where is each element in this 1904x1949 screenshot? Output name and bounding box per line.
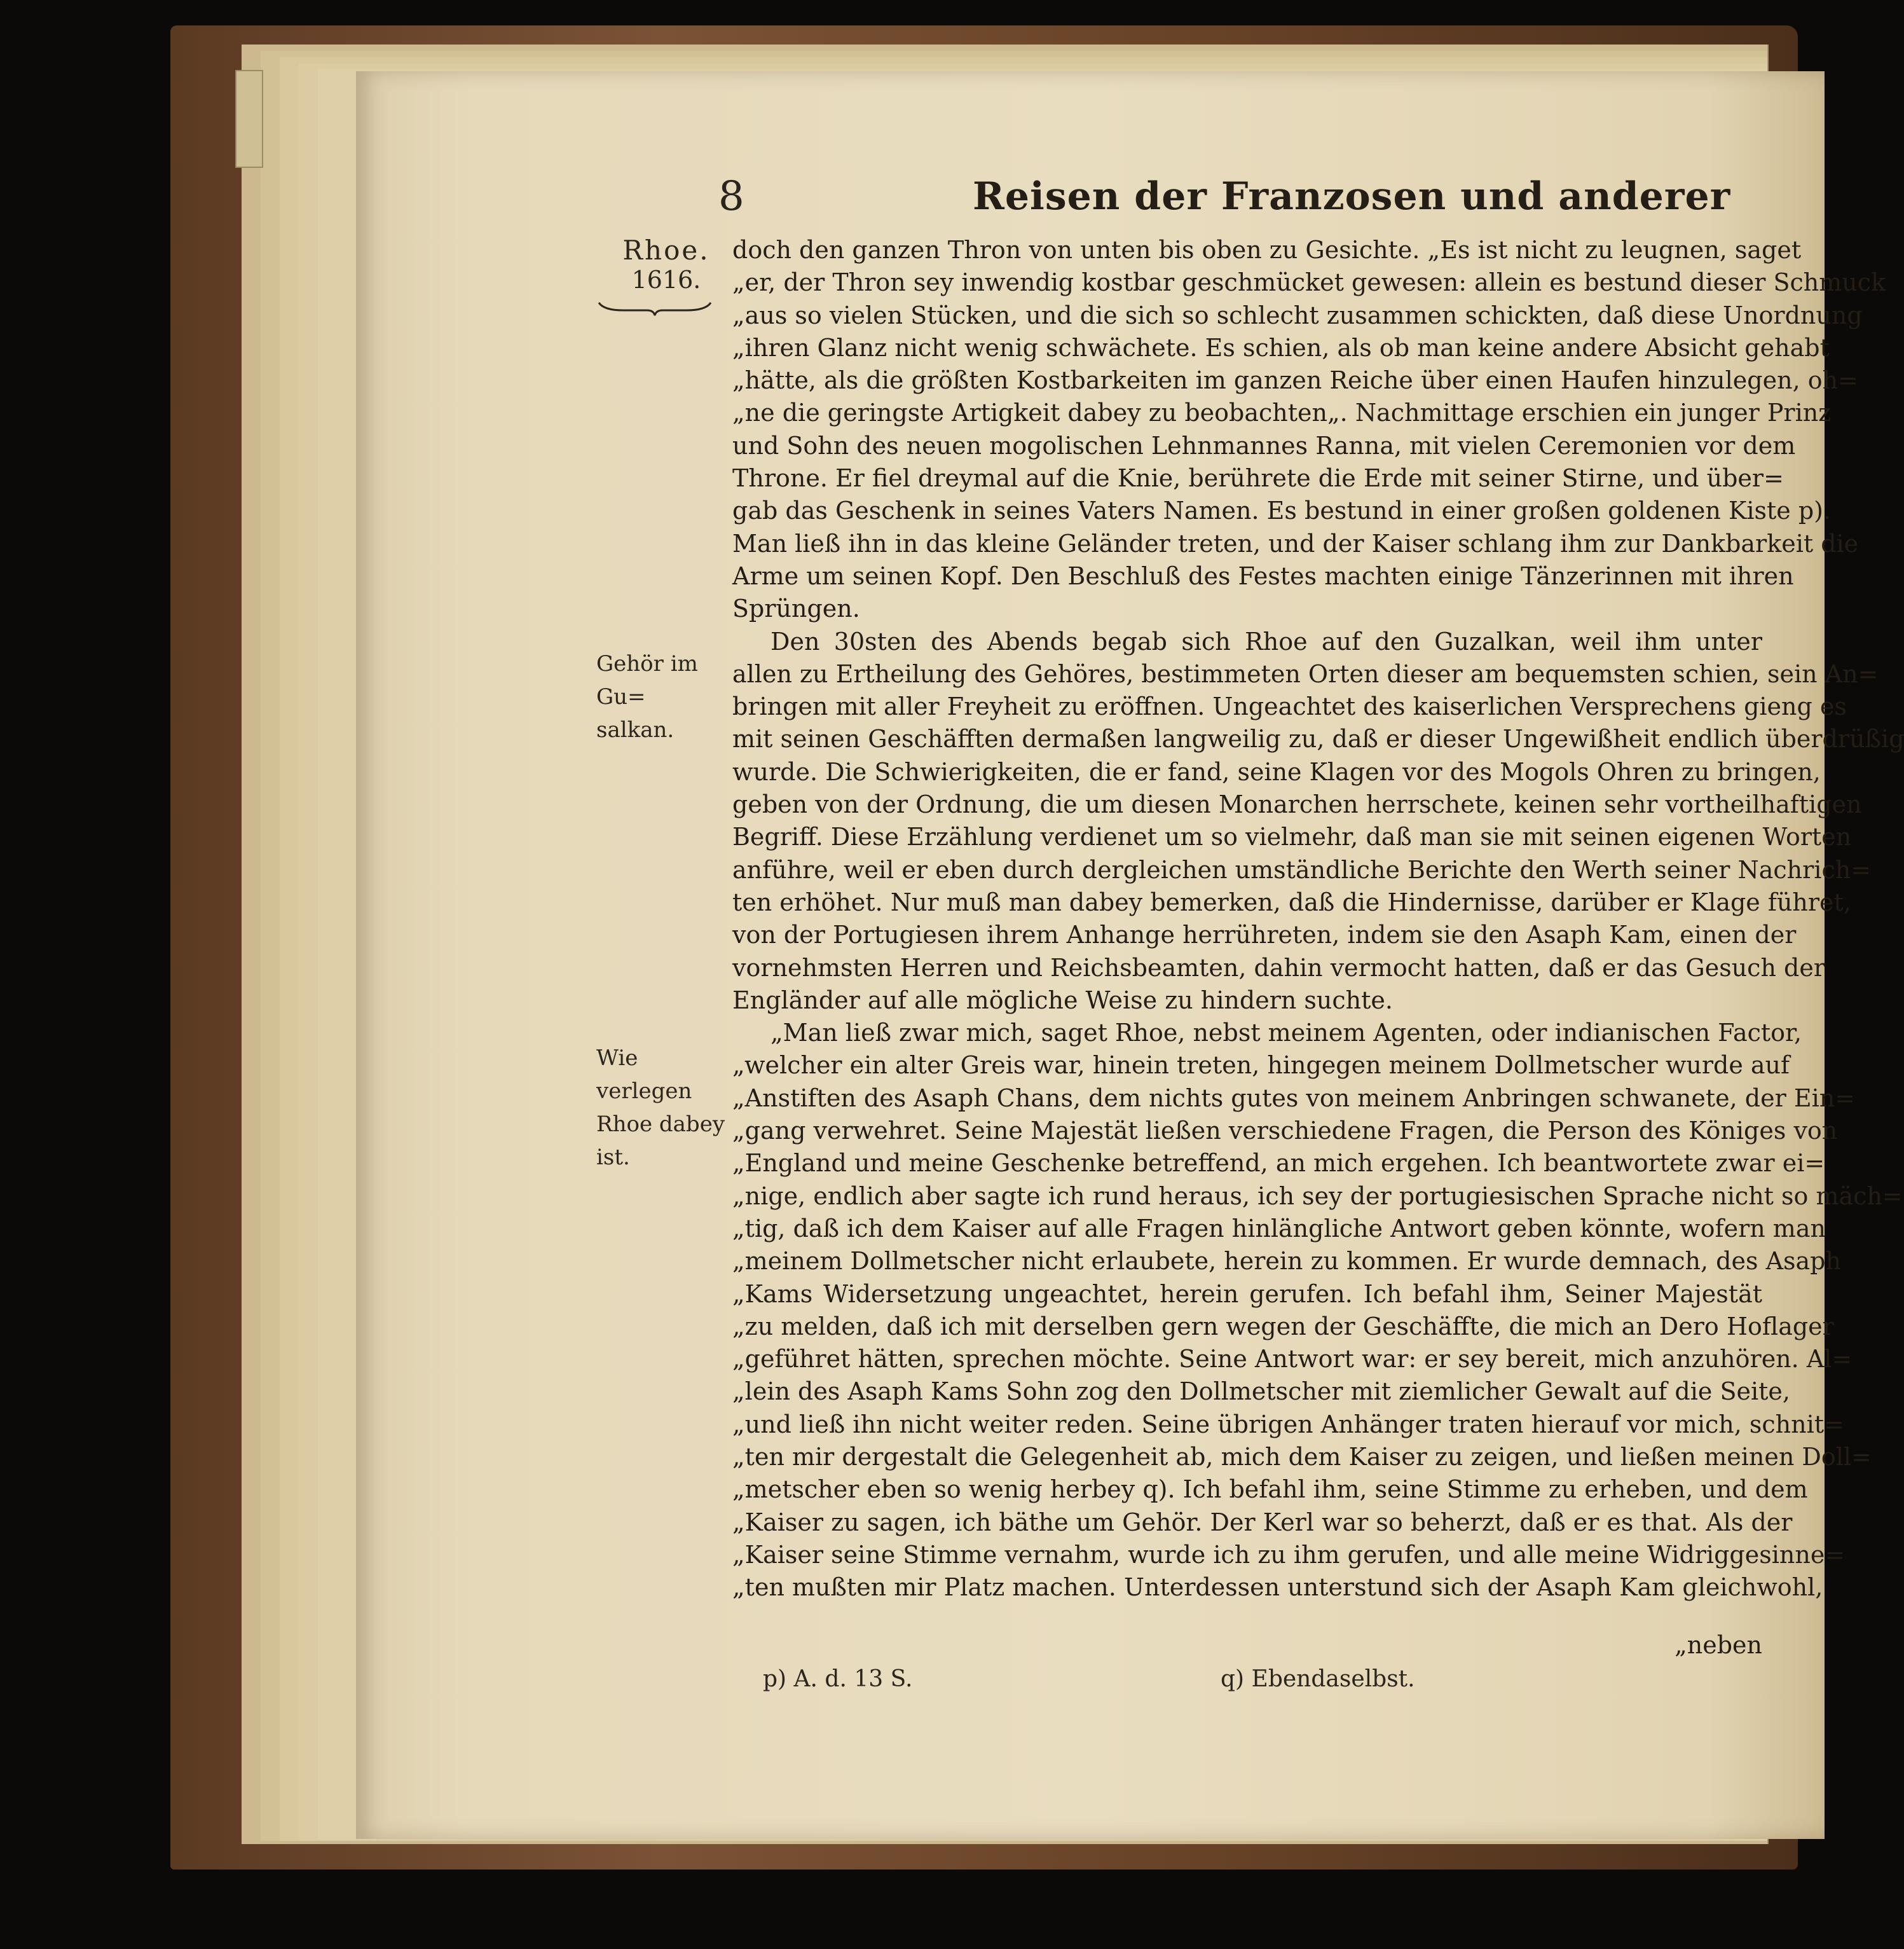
footnote-q: q) Ebendaselbst.	[1221, 1666, 1415, 1692]
text-line: geben von der Ordnung, die um diesen Monarchen herrschete, keinen sehr vortheilhaftigen	[732, 790, 1862, 819]
text-line: bringen mit aller Freyheit zu eröffnen. Ungeachtet des kaiserlichen Versprechens gieng es	[732, 692, 1847, 721]
text-line: „Man ließ zwar mich, saget Rhoe, nebst meinem Agenten, oder indianischen Factor,	[771, 1019, 1802, 1047]
text-line: „Kams Widersetzung ungeachtet, herein gerufen. Ich befahl ihm, Seiner Majestät	[732, 1279, 1762, 1308]
text-line: Throne. Er fiel dreymal auf die Knie, berührete die Erde mit seiner Stirne, und über=	[732, 464, 1784, 493]
text-line: „nige, endlich aber sagte ich rund heraus, ich sey der portugiesischen Sprache nicht so mäch=	[732, 1181, 1903, 1210]
margin-year: 1616.	[631, 266, 701, 294]
text-line: Engländer auf alle mögliche Weise zu hindern suchte.	[732, 986, 1393, 1014]
text-line: „und ließ ihn nicht weiter reden. Seine übrigen Anhänger traten hierauf vor mich, schnit=	[732, 1410, 1844, 1438]
running-head: Reisen der Franzosen und anderer	[973, 174, 1731, 219]
text-line: „er, der Thron sey inwendig kostbar geschmücket gewesen: allein es bestund dieser Schmuck	[732, 268, 1886, 297]
text-line: „ne die geringste Artigkeit dabey zu beobachten„. Nachmittage erschien ein junger Prinz	[732, 399, 1832, 427]
text-line: „hätte, als die größten Kostbarkeiten im ganzen Reiche über einen Haufen hinzulegen, oh=	[732, 366, 1858, 395]
text-line: von der Portugiesen ihrem Anhange herrühreten, indem sie den Asaph Kam, einen der	[732, 921, 1797, 949]
margin-name: Rhoe.	[622, 235, 710, 266]
text-line: wurde. Die Schwierigkeiten, die er fand, seine Klagen vor des Mogols Ohren zu bringen,	[732, 757, 1821, 786]
margin-note-line: ist.	[596, 1145, 630, 1170]
text-line: „England und meine Geschenke betreffend, an mich ergehen. Ich beantwortete zwar ei=	[732, 1149, 1825, 1178]
text-line: „zu melden, daß ich mit derselben gern wegen der Geschäffte, die mich an Dero Hoflager	[732, 1312, 1834, 1340]
margin-note-audience	[596, 647, 736, 747]
text-line: „tig, daß ich dem Kaiser auf alle Fragen hinlängliche Antwort geben könnte, wofern man	[732, 1214, 1826, 1243]
margin-note-line: Wie verlegen	[596, 1045, 692, 1104]
text-line: allen zu Ertheilung des Gehöres, bestimmeten Orten dieser am bequemsten schien, sein An=	[732, 659, 1879, 688]
text-line: „Kaiser zu sagen, ich bäthe um Gehör. Der Kerl war so beherzt, daß er es that. Als der	[732, 1508, 1793, 1536]
text-line: anführe, weil er eben durch dergleichen umständliche Berichte den Werth seiner Nachrich=	[732, 855, 1872, 884]
page-header	[718, 167, 1856, 224]
text-line: Arme um seinen Kopf. Den Beschluß des Festes machten einige Tänzerinnen mit ihren	[732, 561, 1794, 590]
text-line: Den 30sten des Abends begab sich Rhoe auf den Guzalkan, weil ihm unter	[771, 627, 1762, 656]
text-line: gab das Geschenk in seines Vaters Namen. Es bestund in einer großen goldenen Kiste p).	[732, 497, 1832, 525]
text-line: Begriff. Diese Erzählung verdienet um so vielmehr, daß man sie mit seinen eigenen Worten	[732, 823, 1852, 851]
text-line: „ten mußten mir Platz machen. Unterdessen unterstund sich der Asaph Kam gleichwohl,	[732, 1573, 1823, 1602]
text-line: „Anstiften des Asaph Chans, dem nichts gutes von meinem Anbringen schwanete, der Ein=	[732, 1084, 1856, 1112]
margin-note-line: Rhoe dabey	[596, 1112, 725, 1137]
text-line: und Sohn des neuen mogolischen Lehnmannes Ranna, mit vielen Ceremonien vor dem	[732, 431, 1796, 460]
footnotes	[763, 1666, 1780, 1704]
text-line: mit seinen Geschäfften dermaßen langweilig zu, daß er dieser Ungewißheit endlich überdrüßig	[732, 725, 1904, 754]
footnote-p: p) A. d. 13 S.	[763, 1666, 913, 1692]
text-line: ten erhöhet. Nur muß man dabey bemerken, daß die Hindernisse, darüber er Klage führet,	[732, 888, 1851, 916]
bracket-ornament	[598, 300, 712, 317]
text-line: Sprüngen.	[732, 595, 860, 623]
text-line: „ihren Glanz nicht wenig schwächete. Es schien, als ob man keine andere Absicht gehabt	[732, 333, 1830, 362]
text-line: „geführet hätten, sprechen möchte. Seine Antwort war: er sey bereit, mich anzuhören. Al=	[732, 1345, 1853, 1374]
page-number: 8	[718, 173, 744, 220]
text-line: Man ließ ihn in das kleine Geländer treten, und der Kaiser schlang ihm zur Dankbarkeit die	[732, 529, 1859, 558]
text-line: „meinem Dollmetscher nicht erlaubete, herein zu kommen. Er wurde demnach, des Asaph	[732, 1247, 1841, 1276]
text-line: „aus so vielen Stücken, und die sich so schlecht zusammen schickten, daß diese Unordnung	[732, 301, 1863, 329]
text-line: „metscher eben so wenig herbey q). Ich befahl ihm, seine Stimme zu erheben, und dem	[732, 1475, 1808, 1504]
text-line: vornehmsten Herren und Reichsbeamten, dahin vermocht hatten, daß er das Gesuch der	[732, 953, 1825, 982]
text-line: „Kaiser seine Stimme vernahm, wurde ich zu ihm gerufen, und alle meine Widriggesinne=	[732, 1540, 1846, 1569]
text-line: „gang verwehret. Seine Majestät ließen verschiedene Fragen, die Person des Königes von	[732, 1117, 1838, 1145]
catchword: „neben	[1675, 1631, 1762, 1659]
margin-note-year	[596, 234, 736, 296]
text-line: doch den ganzen Thron von unten bis oben zu Gesichte. „Es ist nicht zu leugnen, saget	[732, 236, 1802, 264]
page-tab	[235, 70, 263, 168]
text-line: „ten mir dergestalt die Gelegenheit ab, mich dem Kaiser zu zeigen, und ließen meinen Doll=	[732, 1442, 1872, 1471]
margin-note-embarrassed	[596, 1042, 736, 1174]
body-text	[732, 234, 1904, 1604]
margin-note-line: Gehör im Gu=	[596, 651, 698, 710]
margin-note-line: salkan.	[596, 717, 675, 743]
text-line: „lein des Asaph Kams Sohn zog den Dollmetscher mit ziemlicher Gewalt auf die Seite,	[732, 1377, 1790, 1406]
text-line: „welcher ein alter Greis war, hinein treten, hingegen meinem Dollmetscher wurde auf	[732, 1051, 1790, 1080]
